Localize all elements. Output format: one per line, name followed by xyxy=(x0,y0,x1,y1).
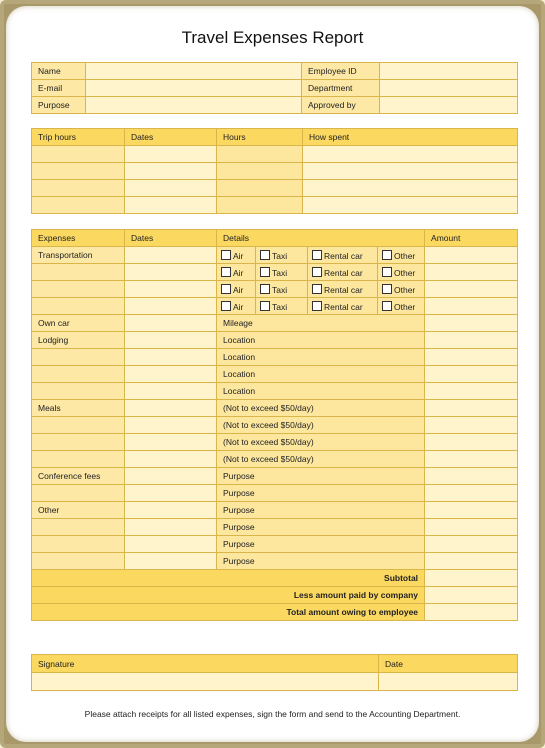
air-option[interactable]: Air xyxy=(217,281,256,298)
name-field[interactable] xyxy=(86,63,302,80)
date-cell[interactable] xyxy=(125,519,217,536)
checkbox[interactable] xyxy=(312,301,322,311)
amount-cell[interactable] xyxy=(425,536,518,553)
amount-cell[interactable] xyxy=(425,451,518,468)
date-cell[interactable] xyxy=(125,264,217,281)
trip-cell[interactable] xyxy=(32,163,125,180)
table-row xyxy=(32,315,518,332)
department-label: Department xyxy=(302,80,380,97)
lodging-label: Lodging xyxy=(32,332,125,349)
how-spent-header: How spent xyxy=(303,129,518,146)
trip-cell[interactable] xyxy=(303,197,518,214)
trip-cell[interactable] xyxy=(303,163,518,180)
subtotal-amount[interactable] xyxy=(425,570,518,587)
trip-dates-header: Dates xyxy=(125,129,217,146)
date-cell[interactable] xyxy=(125,247,217,264)
table-row xyxy=(32,366,518,383)
table-row xyxy=(32,604,518,621)
meals-label: Meals xyxy=(32,400,125,417)
date-cell[interactable] xyxy=(125,400,217,417)
purpose-label: Purpose xyxy=(32,97,86,114)
less-paid-amount[interactable] xyxy=(425,587,518,604)
checkbox[interactable] xyxy=(382,250,392,260)
amount-header: Amount xyxy=(425,230,518,247)
trip-cell[interactable] xyxy=(125,197,217,214)
meals-note-cell[interactable]: (Not to exceed $50/day) xyxy=(217,434,425,451)
label-cell xyxy=(32,519,125,536)
details-header: Details xyxy=(217,230,425,247)
amount-cell[interactable] xyxy=(425,247,518,264)
table-row xyxy=(32,587,518,604)
date-cell[interactable] xyxy=(125,485,217,502)
approved-by-field[interactable] xyxy=(380,97,518,114)
trip-cell[interactable] xyxy=(303,180,518,197)
table-row xyxy=(32,264,518,281)
checkbox[interactable] xyxy=(382,301,392,311)
page-title: Travel Expenses Report xyxy=(181,28,364,47)
label-cell xyxy=(32,298,125,315)
table-row xyxy=(32,281,518,298)
purpose-cell[interactable]: Purpose xyxy=(217,485,425,502)
purpose-cell[interactable]: Purpose xyxy=(217,502,425,519)
date-label: Date xyxy=(379,655,518,673)
table-row xyxy=(32,247,518,264)
label-cell xyxy=(32,264,125,281)
taxi-option[interactable]: Taxi xyxy=(256,264,308,281)
label-cell xyxy=(32,553,125,570)
purpose-cell[interactable]: Purpose xyxy=(217,553,425,570)
footer-note: Please attach receipts for all listed expenses, sign the form and send to the Accounting Department. xyxy=(84,709,461,719)
conference-fees-label: Conference fees xyxy=(32,468,125,485)
name-label: Name xyxy=(32,63,86,80)
label-cell xyxy=(32,349,125,366)
taxi-option[interactable]: Taxi xyxy=(256,247,308,264)
table-row xyxy=(32,97,518,114)
table-row xyxy=(32,163,518,180)
amount-cell[interactable] xyxy=(425,264,518,281)
checkbox[interactable] xyxy=(382,284,392,294)
amount-cell[interactable] xyxy=(425,417,518,434)
date-cell[interactable] xyxy=(125,468,217,485)
meals-note-cell[interactable]: (Not to exceed $50/day) xyxy=(217,417,425,434)
location-cell[interactable]: Location xyxy=(217,332,425,349)
trip-cell[interactable] xyxy=(125,163,217,180)
trip-hours-header: Trip hours xyxy=(32,129,125,146)
table-row xyxy=(32,383,518,400)
meals-note-cell[interactable]: (Not to exceed $50/day) xyxy=(217,451,425,468)
label-cell xyxy=(32,451,125,468)
taxi-option[interactable]: Taxi xyxy=(256,298,308,315)
amount-cell[interactable] xyxy=(425,349,518,366)
table-row xyxy=(32,332,518,349)
trip-hours-col-header: Hours xyxy=(217,129,303,146)
mileage-cell[interactable]: Mileage xyxy=(217,315,425,332)
checkbox[interactable] xyxy=(260,301,270,311)
table-row xyxy=(32,553,518,570)
purpose-cell[interactable]: Purpose xyxy=(217,519,425,536)
signature-label: Signature xyxy=(32,655,379,673)
trip-cell[interactable] xyxy=(32,197,125,214)
date-cell[interactable] xyxy=(125,536,217,553)
location-cell[interactable]: Location xyxy=(217,366,425,383)
total-owing-amount[interactable] xyxy=(425,604,518,621)
checkbox[interactable] xyxy=(260,250,270,260)
date-cell[interactable] xyxy=(125,332,217,349)
amount-cell[interactable] xyxy=(425,485,518,502)
meals-note-cell[interactable]: (Not to exceed $50/day) xyxy=(217,400,425,417)
table-row xyxy=(32,63,518,80)
amount-cell[interactable] xyxy=(425,315,518,332)
employee-id-label: Employee ID xyxy=(302,63,380,80)
air-option[interactable]: Air xyxy=(217,264,256,281)
other-option[interactable]: Other xyxy=(378,247,425,264)
label-cell xyxy=(32,417,125,434)
label-cell xyxy=(32,485,125,502)
approved-by-label: Approved by xyxy=(302,97,380,114)
location-cell[interactable]: Location xyxy=(217,349,425,366)
employee-id-field[interactable] xyxy=(380,63,518,80)
trip-cell[interactable] xyxy=(217,146,303,163)
trip-cell[interactable] xyxy=(125,180,217,197)
purpose-cell[interactable]: Purpose xyxy=(217,468,425,485)
date-cell[interactable] xyxy=(125,298,217,315)
table-row xyxy=(32,349,518,366)
checkbox[interactable] xyxy=(221,250,231,260)
date-cell[interactable] xyxy=(125,417,217,434)
signature-field[interactable] xyxy=(32,673,379,691)
amount-cell[interactable] xyxy=(425,332,518,349)
other-option[interactable]: Other xyxy=(378,298,425,315)
subtotal-label: Subtotal xyxy=(32,570,425,587)
table-row xyxy=(32,519,518,536)
expenses-table xyxy=(31,229,518,621)
table-row xyxy=(32,400,518,417)
other-option[interactable]: Other xyxy=(378,264,425,281)
date-cell[interactable] xyxy=(125,281,217,298)
label-cell xyxy=(32,434,125,451)
table-row xyxy=(32,180,518,197)
checkbox[interactable] xyxy=(382,267,392,277)
rental-car-option[interactable]: Rental car xyxy=(308,298,378,315)
label-cell xyxy=(32,366,125,383)
trip-cell[interactable] xyxy=(125,146,217,163)
amount-cell[interactable] xyxy=(425,400,518,417)
own-car-label: Own car xyxy=(32,315,125,332)
table-header-row xyxy=(32,230,518,247)
checkbox[interactable] xyxy=(312,284,322,294)
amount-cell[interactable] xyxy=(425,298,518,315)
trip-cell[interactable] xyxy=(217,180,303,197)
table-row xyxy=(32,298,518,315)
date-cell[interactable] xyxy=(125,434,217,451)
checkbox[interactable] xyxy=(312,267,322,277)
checkbox[interactable] xyxy=(221,284,231,294)
trip-cell[interactable] xyxy=(217,163,303,180)
date-cell[interactable] xyxy=(125,349,217,366)
rental-car-option[interactable]: Rental car xyxy=(308,247,378,264)
checkbox[interactable] xyxy=(312,250,322,260)
table-row xyxy=(32,570,518,587)
checkbox[interactable] xyxy=(221,267,231,277)
date-cell[interactable] xyxy=(125,383,217,400)
table-row xyxy=(32,197,518,214)
email-label: E-mail xyxy=(32,80,86,97)
table-row xyxy=(32,673,518,691)
other-option[interactable]: Other xyxy=(378,281,425,298)
table-row xyxy=(32,80,518,97)
table-row xyxy=(32,502,518,519)
amount-cell[interactable] xyxy=(425,281,518,298)
date-cell[interactable] xyxy=(125,315,217,332)
air-option[interactable]: Air xyxy=(217,298,256,315)
checkbox[interactable] xyxy=(260,284,270,294)
signature-table xyxy=(31,654,518,691)
table-row xyxy=(32,451,518,468)
label-cell xyxy=(32,536,125,553)
signature-date-field[interactable] xyxy=(379,673,518,691)
rental-car-option[interactable]: Rental car xyxy=(308,281,378,298)
date-cell[interactable] xyxy=(125,451,217,468)
less-paid-label: Less amount paid by company xyxy=(32,587,425,604)
employee-info-table xyxy=(31,62,518,114)
checkbox[interactable] xyxy=(221,301,231,311)
date-cell[interactable] xyxy=(125,502,217,519)
table-row xyxy=(32,146,518,163)
amount-cell[interactable] xyxy=(425,383,518,400)
department-field[interactable] xyxy=(380,80,518,97)
table-row xyxy=(32,485,518,502)
label-cell xyxy=(32,383,125,400)
transportation-label: Transportation xyxy=(32,247,125,264)
amount-cell[interactable] xyxy=(425,366,518,383)
trip-cell[interactable] xyxy=(32,180,125,197)
taxi-option[interactable]: Taxi xyxy=(256,281,308,298)
rental-car-option[interactable]: Rental car xyxy=(308,264,378,281)
air-option[interactable]: Air xyxy=(217,247,256,264)
date-cell[interactable] xyxy=(125,553,217,570)
checkbox[interactable] xyxy=(260,267,270,277)
trip-cell[interactable] xyxy=(32,146,125,163)
other-label: Other xyxy=(32,502,125,519)
trip-hours-table xyxy=(31,128,518,214)
table-header-row xyxy=(32,129,518,146)
table-row xyxy=(32,468,518,485)
purpose-cell[interactable]: Purpose xyxy=(217,536,425,553)
amount-cell[interactable] xyxy=(425,519,518,536)
table-row xyxy=(32,434,518,451)
amount-cell[interactable] xyxy=(425,502,518,519)
location-cell[interactable]: Location xyxy=(217,383,425,400)
label-cell xyxy=(32,281,125,298)
table-row xyxy=(32,536,518,553)
purpose-field[interactable] xyxy=(86,97,302,114)
amount-cell[interactable] xyxy=(425,434,518,451)
amount-cell[interactable] xyxy=(425,553,518,570)
date-cell[interactable] xyxy=(125,366,217,383)
trip-cell[interactable] xyxy=(217,197,303,214)
expenses-header: Expenses xyxy=(32,230,125,247)
total-owing-label: Total amount owing to employee xyxy=(32,604,425,621)
amount-cell[interactable] xyxy=(425,468,518,485)
email-field[interactable] xyxy=(86,80,302,97)
expenses-dates-header: Dates xyxy=(125,230,217,247)
trip-cell[interactable] xyxy=(303,146,518,163)
table-row xyxy=(32,417,518,434)
table-header-row xyxy=(32,655,518,673)
